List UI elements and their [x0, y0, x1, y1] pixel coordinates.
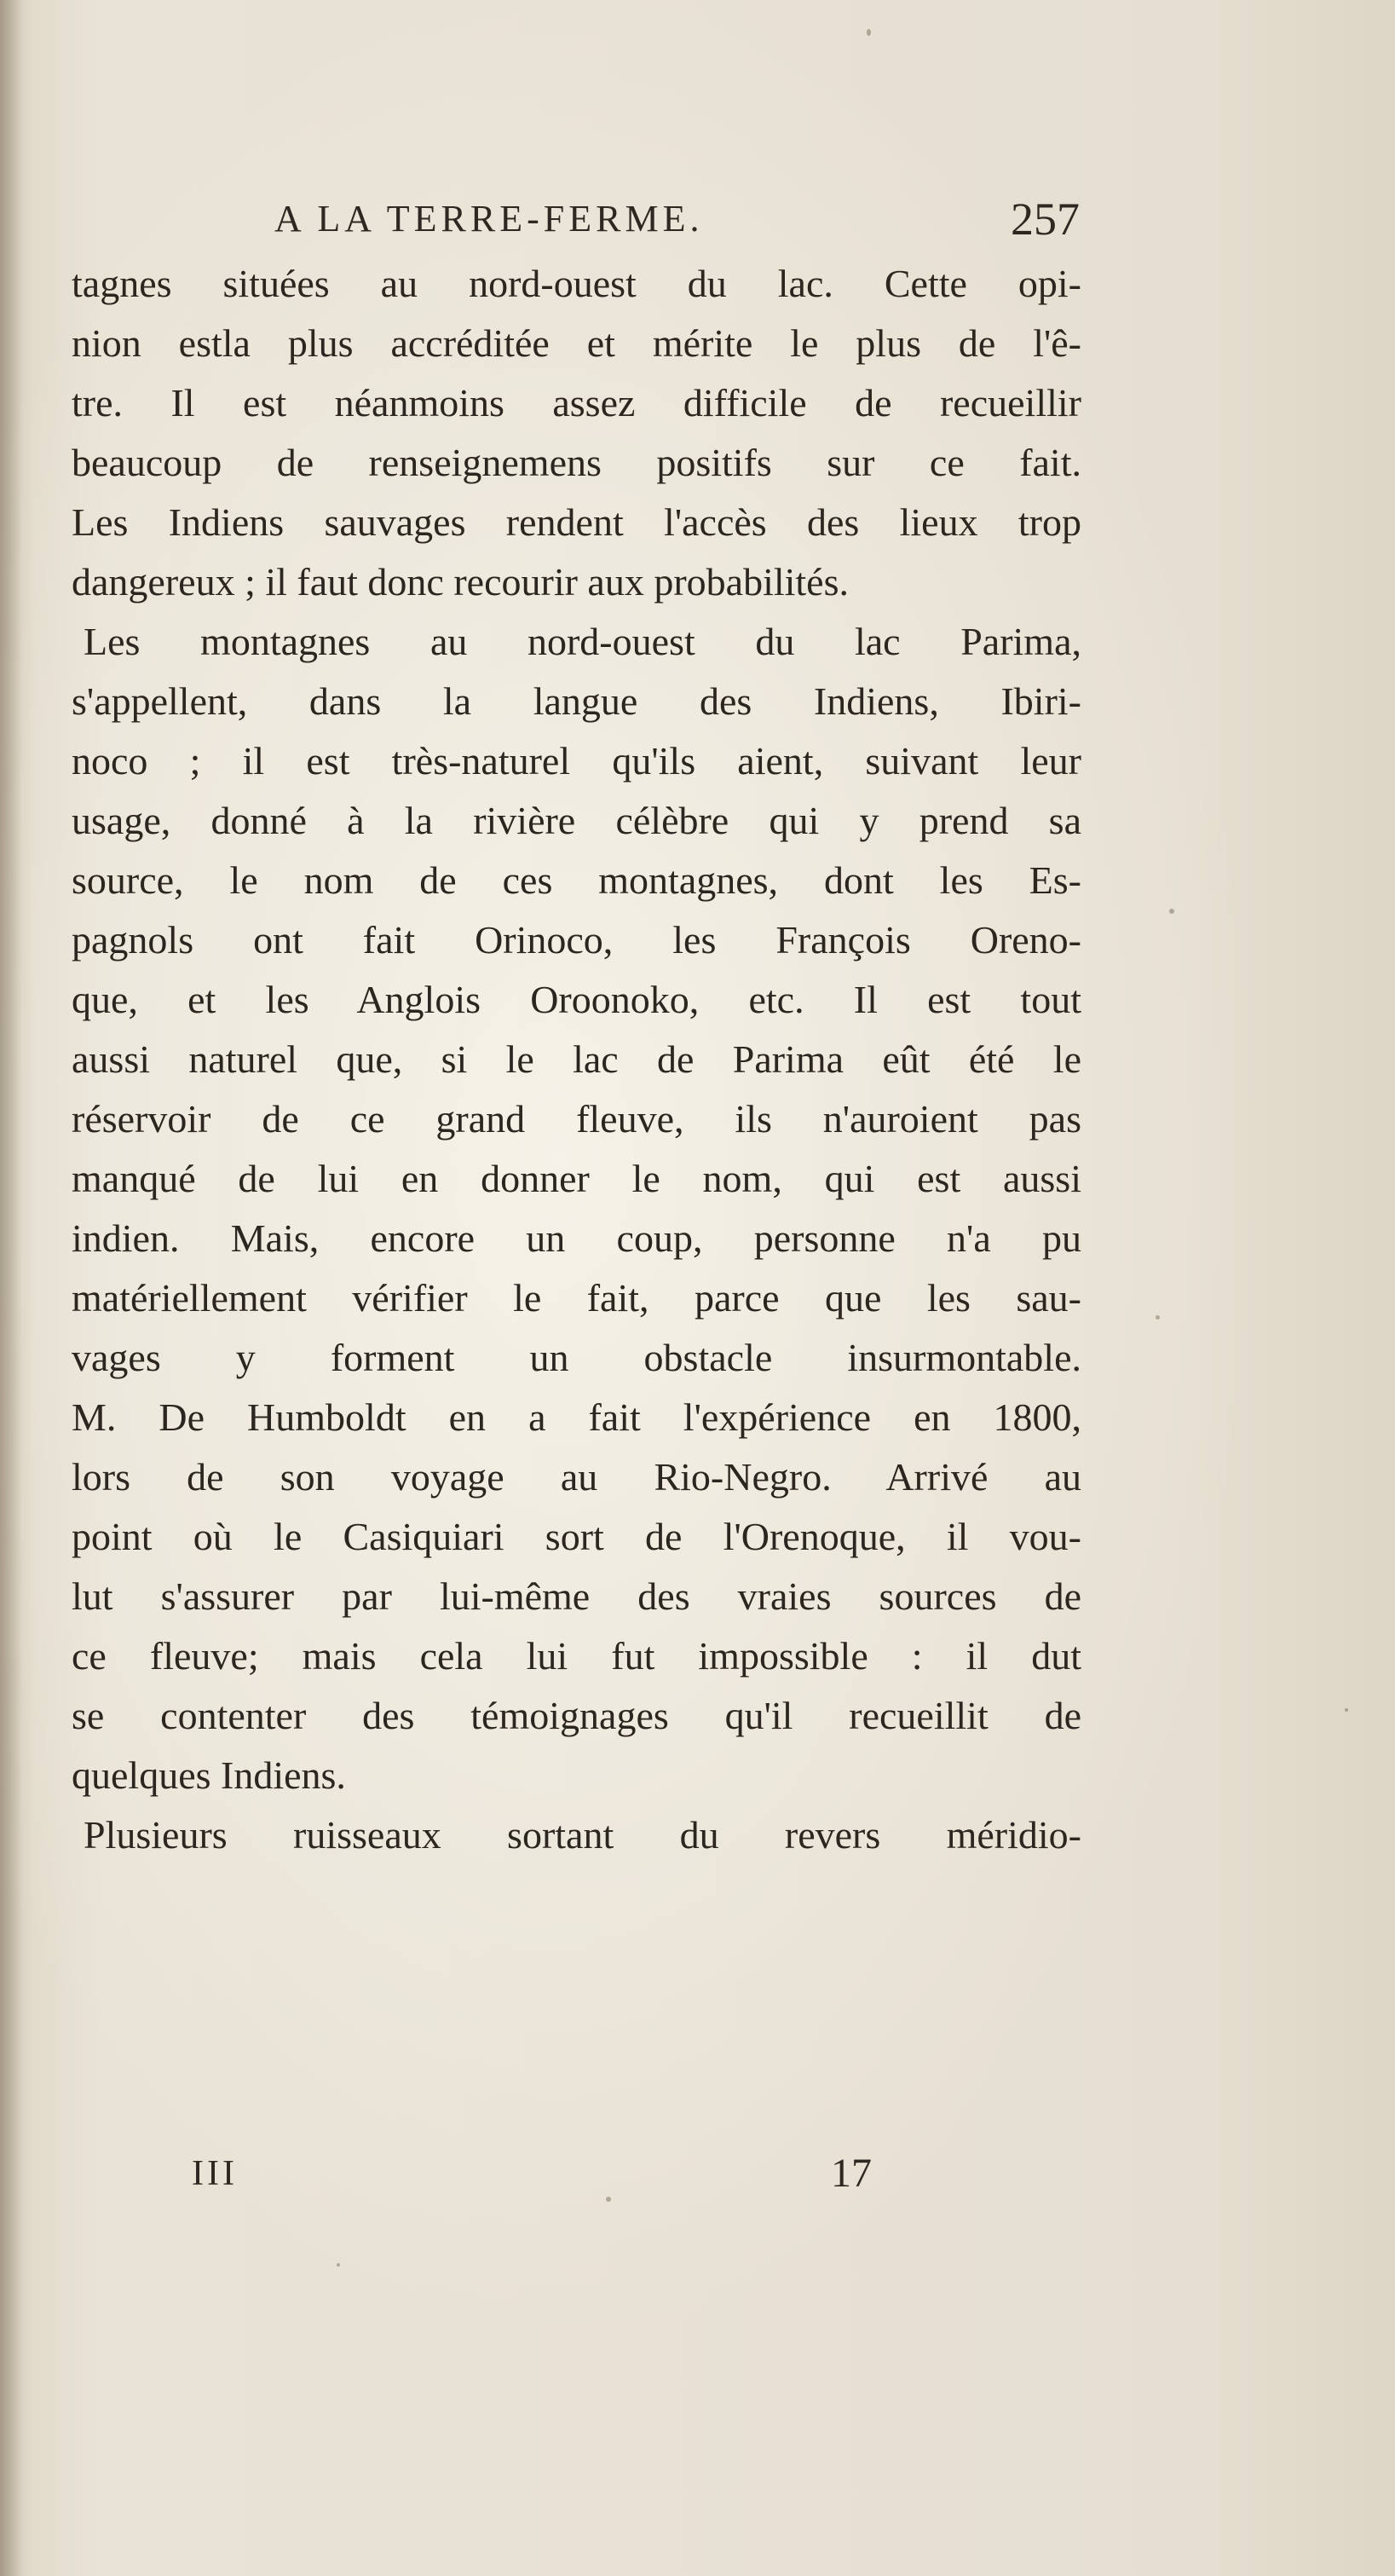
text-line: indien. Mais, encore un coup, personne n'a pu	[72, 1216, 1081, 1260]
volume-number: III	[192, 2154, 238, 2193]
text-line: nion estla plus accréditée et mérite le plus de l'ê-	[72, 321, 1081, 365]
text-line: tagnes situées au nord-ouest du lac. Cette opi-	[72, 262, 1081, 305]
text-line: quelques Indiens.	[72, 1753, 346, 1797]
text-line: Les montagnes au nord-ouest du lac Parima,	[84, 620, 1081, 663]
text-line: lut s'assurer par lui-même des vraies sources de	[72, 1574, 1081, 1618]
text-line: réservoir de ce grand fleuve, ils n'auroient pas	[72, 1097, 1081, 1141]
text-line: lors de son voyage au Rio-Negro. Arrivé au	[72, 1455, 1081, 1499]
text-line: point où le Casiquiari sort de l'Orenoque, il vou-	[72, 1515, 1081, 1558]
text-line: manqué de lui en donner le nom, qui est aussi	[72, 1157, 1081, 1200]
text-line: Plusieurs ruisseaux sortant du revers méridio-	[84, 1813, 1081, 1857]
paper-speck	[1156, 1315, 1160, 1320]
sheet-number: 17	[831, 2151, 872, 2196]
text-line: matériellement vérifier le fait, parce que les sau-	[72, 1276, 1081, 1320]
text-line: se contenter des témoignages qu'il recueillit de	[72, 1694, 1081, 1737]
text-line: noco ; il est très-naturel qu'ils aient, suivant leur	[72, 739, 1081, 783]
text-line: vages y forment un obstacle insurmontable.	[72, 1336, 1081, 1379]
text-line: aussi naturel que, si le lac de Parima eût été le	[72, 1037, 1081, 1081]
text-line: pagnols ont fait Orinoco, les François Oreno-	[72, 918, 1081, 962]
paper-speck	[1169, 909, 1174, 914]
body-text	[72, 254, 1081, 1865]
paper-speck	[337, 2263, 340, 2267]
text-line: que, et les Anglois Oroonoko, etc. Il est tout	[72, 978, 1081, 1021]
text-line: source, le nom de ces montagnes, dont les Es-	[72, 858, 1081, 902]
text-line: Les Indiens sauvages rendent l'accès des lieux trop	[72, 500, 1081, 544]
text-line: dangereux ; il faut donc recourir aux probabilités.	[72, 560, 850, 604]
text-line: usage, donné à la rivière célèbre qui y prend sa	[72, 799, 1081, 842]
text-line: beaucoup de renseignemens positifs sur ce fait.	[72, 441, 1081, 484]
paper-speck	[1345, 1708, 1348, 1712]
text-line: M. De Humboldt en a fait l'expérience en 1800,	[72, 1395, 1081, 1439]
text-line: tre. Il est néanmoins assez difficile de recueillir	[72, 381, 1081, 425]
paper-speck	[606, 2197, 611, 2202]
running-head-title: A LA TERRE-FERME.	[274, 198, 704, 240]
signature-mark	[192, 2144, 916, 2203]
text-line: s'appellent, dans la langue des Indiens, Ibiri-	[72, 679, 1081, 723]
paper-speck	[867, 29, 871, 36]
page-number: 257	[1011, 193, 1080, 245]
running-head	[274, 189, 1080, 249]
text-line: ce fleuve; mais cela lui fut impossible : il dut	[72, 1634, 1081, 1678]
page-gutter-shadow	[0, 0, 22, 2576]
